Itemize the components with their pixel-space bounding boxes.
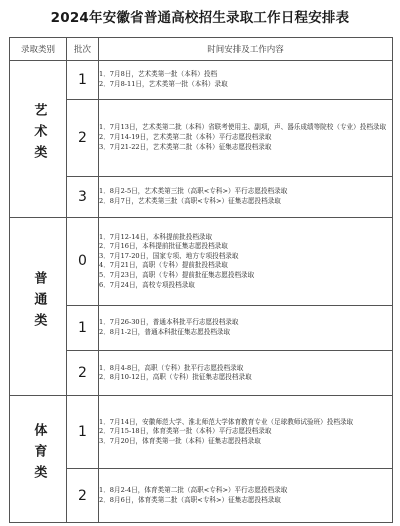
- category-label: 普通类: [31, 270, 47, 334]
- schedule-item: 1．7月8日，艺术类第一批（本科）投档: [99, 70, 218, 79]
- header-category: 录取类别: [10, 38, 67, 61]
- table-row: [10, 217, 393, 305]
- schedule-item: 2．7月15-18日，体育类第一批（本科）平行志愿投档录取: [99, 427, 272, 436]
- schedule-cell: [99, 305, 393, 350]
- table-row: [10, 99, 393, 176]
- schedule-item: 3．7月20日，体育类第一批（本科）征集志愿投档录取: [99, 436, 261, 445]
- schedule-item: 1．8月2-4日，体育类第二批（高职<专科>）平行志愿投档录取: [99, 486, 288, 495]
- schedule-cell: [99, 61, 393, 100]
- schedule-item: 2．7月14-19日，艺术类第二批（本科）平行志愿投档录取: [99, 133, 272, 142]
- schedule-cell: [99, 177, 393, 218]
- schedule-item: 6．7月24日，高校专项投档录取: [99, 280, 195, 289]
- schedule-cell: [99, 469, 393, 523]
- table-row: [10, 396, 393, 469]
- table-row: [10, 305, 393, 350]
- schedule-item: 1．7月13日，艺术类第二批（本科）省联考使用主、副项，声、器乐成绩等院校（专业）投档录取: [99, 123, 387, 132]
- category-label: 艺术类: [31, 103, 47, 167]
- schedule-item: 1．7月14日，安徽师范大学、淮北师范大学体育教育专业（足球教师试验班）投档录取: [99, 417, 354, 426]
- table-row: [10, 469, 393, 523]
- schedule-table: [9, 37, 393, 523]
- table-row: [10, 61, 393, 100]
- schedule-cell: [99, 351, 393, 396]
- schedule-cell: [99, 217, 393, 305]
- schedule-item: 2．8月7日，艺术类第三批（高职<专科>）征集志愿投档录取: [99, 196, 281, 205]
- schedule-item: 2．8月10-12日，高职（专科）批征集志愿投档录取: [99, 373, 252, 382]
- header-batch: 批次: [67, 38, 99, 61]
- schedule-item: 3．7月17-20日，国家专项、地方专项投档录取: [99, 251, 239, 260]
- category-cell-general: [10, 217, 67, 395]
- category-cell-art: [10, 61, 67, 218]
- batch-cell: 2: [67, 469, 99, 523]
- batch-cell: 1: [67, 61, 99, 100]
- batch-cell: 0: [67, 217, 99, 305]
- schedule-item: 2．7月16日，本科提前批征集志愿投档录取: [99, 242, 228, 251]
- batch-cell: 1: [67, 396, 99, 469]
- table-row: [10, 177, 393, 218]
- schedule-item: 3．7月21-22日，艺术类第二批（本科）征集志愿投档录取: [99, 142, 272, 151]
- batch-cell: 3: [67, 177, 99, 218]
- table-row: [10, 351, 393, 396]
- schedule-item: 1．7月26-30日，普通本科批平行志愿投档录取: [99, 318, 239, 327]
- schedule-item: 1．8月4-8日，高职（专科）批平行志愿投档录取: [99, 363, 244, 372]
- batch-cell: 2: [67, 351, 99, 396]
- batch-cell: 2: [67, 99, 99, 176]
- schedule-item: 4．7月21日，高职（专科）提前批投档录取: [99, 261, 228, 270]
- schedule-item: 1．8月2-5日，艺术类第三批（高职<专科>）平行志愿投档录取: [99, 187, 288, 196]
- schedule-cell: [99, 99, 393, 176]
- category-cell-sports: [10, 396, 67, 523]
- header-schedule: 时间安排及工作内容: [99, 38, 393, 61]
- category-label: 体育类: [31, 423, 47, 487]
- schedule-item: 2．8月6日，体育类第二批（高职<专科>）征集志愿投档录取: [99, 495, 281, 504]
- schedule-item: 1．7月12-14日，本科提前批投档录取: [99, 232, 213, 241]
- schedule-item: 2．8月1-2日，普通本科批征集志愿投档录取: [99, 327, 231, 336]
- page-title: 2024年安徽省普通高校招生录取工作日程安排表: [50, 10, 350, 26]
- table-header-row: [10, 38, 393, 61]
- batch-cell: 1: [67, 305, 99, 350]
- schedule-item: 5．7月23日，高职（专科）提前批征集志愿投档录取: [99, 270, 255, 279]
- schedule-item: 2．7月8-11日，艺术类第一批（本科）录取: [99, 79, 228, 88]
- schedule-cell: [99, 396, 393, 469]
